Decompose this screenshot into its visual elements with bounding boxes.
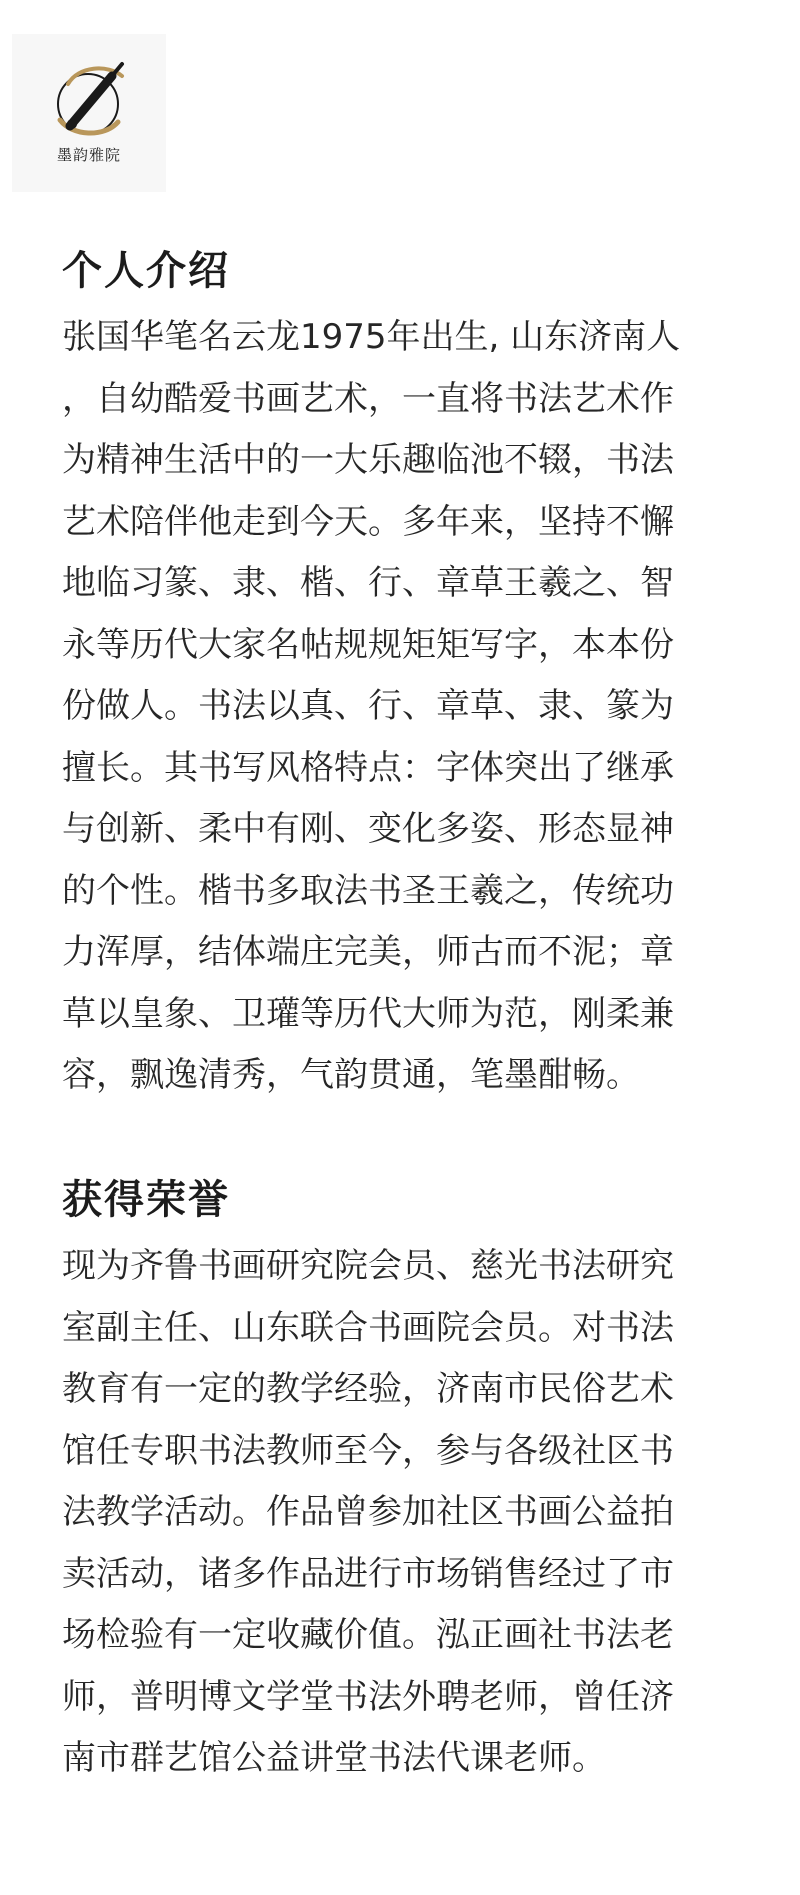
brush-seal-icon	[42, 54, 134, 146]
intro-line: 份做人。书法以真、行、章草、隶、篆为	[62, 686, 674, 726]
intro-body	[62, 307, 752, 1107]
intro-line: 艺术陪伴他走到今天。多年来，坚持不懈	[62, 501, 674, 542]
honors-section	[62, 1176, 752, 1790]
logo	[12, 34, 166, 192]
honors-title: 获得荣誉	[62, 1177, 230, 1223]
honors-body	[62, 1236, 752, 1790]
intro-title: 个人介绍	[62, 248, 230, 294]
honors-line: 师，普明博文学堂书法外聘老师，曾任济	[62, 1676, 674, 1717]
logo-text: 墨韵雅院	[56, 146, 121, 164]
intro-line: 地临习篆、隶、楷、行、章草王羲之、智	[62, 563, 674, 603]
intro-line: 张国华笔名云龙1975年出生, 山东济南人	[62, 317, 681, 357]
honors-line: 卖活动，诸多作品进行市场销售经过了市	[62, 1553, 674, 1594]
intro-line: 草以皇象、卫瓘等历代大师为范，刚柔兼	[62, 993, 674, 1034]
intro-line: 容，飘逸清秀，气韵贯通，笔墨酣畅。	[62, 1055, 640, 1095]
honors-line: 馆任专职书法教师至今，参与各级社区书	[62, 1430, 674, 1471]
intro-line: 力浑厚，结体端庄完美，师古而不泥；章	[62, 932, 674, 972]
intro-line: 为精神生活中的一大乐趣临池不辍，书法	[62, 440, 674, 480]
honors-line: 现为齐鲁书画研究院会员、慈光书法研究	[62, 1246, 674, 1286]
intro-line: 与创新、柔中有刚、变化多姿、形态显神	[62, 809, 674, 849]
intro-line: 的个性。楷书多取法书圣王羲之，传统功	[62, 870, 674, 911]
intro-line: 永等历代大家名帖规规矩矩写字，本本份	[62, 624, 674, 665]
honors-line: 法教学活动。作品曾参加社区书画公益拍	[62, 1492, 674, 1532]
honors-line: 教育有一定的教学经验，济南市民俗艺术	[62, 1369, 674, 1409]
intro-line: 擅长。其书写风格特点：字体突出了继承	[62, 747, 674, 788]
honors-line: 场检验有一定收藏价值。泓正画社书法老	[62, 1615, 674, 1655]
intro-line: ，自幼酷爱书画艺术，一直将书法艺术作	[62, 378, 674, 419]
intro-section	[62, 247, 752, 1107]
honors-line: 南市群艺馆公益讲堂书法代课老师。	[62, 1738, 606, 1778]
honors-line: 室副主任、山东联合书画院会员。对书法	[62, 1307, 674, 1348]
